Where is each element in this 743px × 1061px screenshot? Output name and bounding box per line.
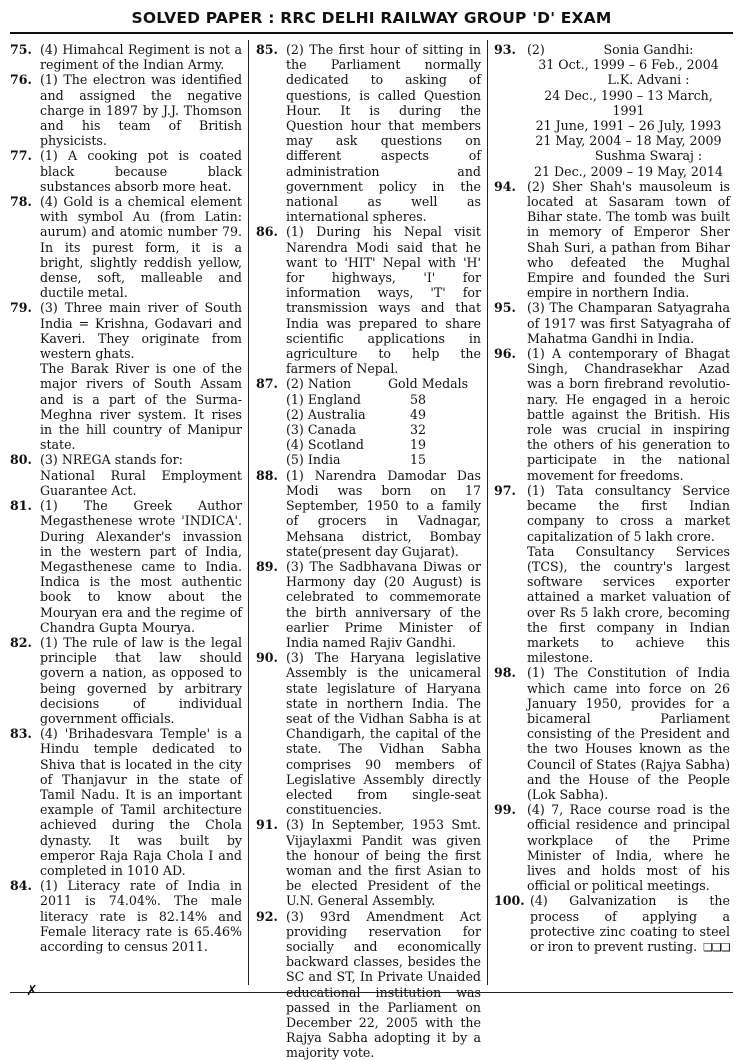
question-number: 92. — [256, 908, 278, 924]
tenure-line: 21 Dec., 2009 – 19 May, 2014 — [534, 163, 723, 179]
question-number: 80. — [10, 452, 32, 468]
answer-text: (3) The Sadbhavana Diwas or Harmony day (20 August) is celebrated to commemorate the birth anniversary of the earlier Prime Minister of India named Rajiv Gandhi. — [286, 558, 481, 650]
question-number: 84. — [10, 878, 32, 894]
question-94 — [494, 179, 730, 301]
question-89 — [256, 559, 481, 650]
question-number: 100. — [494, 893, 525, 909]
answer-text: (4) 'Brihadesvara Temple' is a Hindu temple dedicated to Shiva that is located in the city of Thanjavur in the state of Tamil Nadu. It is an important example of Tamil architecture achieved during the Chola dynasty. It was built by emperor Raja Raja Chola I and completed in 1010 AD. — [40, 726, 242, 878]
question-number: 94. — [494, 178, 516, 194]
question-84 — [10, 878, 242, 954]
question-number: 97. — [494, 482, 516, 498]
answer-text: (3) The Champaran Satyagraha of 1917 was first Satyagraha of Mahatma Gandhi in India. — [527, 300, 730, 346]
tenure-line: 31 Oct., 1999 – 6 Feb., 2004 — [538, 57, 719, 73]
footer-rule — [10, 992, 733, 993]
question-number: 79. — [10, 300, 32, 316]
medals-table — [286, 376, 481, 467]
question-number: 86. — [256, 224, 278, 240]
footer-mark: ✗ — [26, 983, 38, 999]
medals-header: Gold Medals — [388, 376, 469, 392]
medals-cell: 58 — [409, 391, 426, 407]
answer-text: (3) Three main river of South India = Krishna, Godavari and Kaveri. They originate from western ghats. — [40, 300, 242, 362]
column-3 — [494, 42, 730, 955]
answer-text: (1) The rule of law is the legal principle that law should govern a nation, as opposed to being governed by arbitrary decisions of individual government officials. — [40, 634, 242, 726]
question-number: 81. — [10, 498, 32, 514]
question-90 — [256, 650, 481, 817]
medals-cell: 49 — [409, 406, 426, 422]
column-divider-2 — [487, 40, 488, 985]
nation-cell: (1) England — [286, 391, 361, 407]
answer-text: (1) A contemporary of Bhagat Singh, Chandrasekhar Azad was a born firebrand revolutio-nary. He engaged in a heroic battle against the British. His role was crucial in inspiring the others of his generation to participate in the national movement for freedoms. — [527, 346, 730, 483]
question-86 — [256, 224, 481, 376]
question-number: 89. — [256, 558, 278, 574]
medals-row — [286, 407, 481, 422]
question-81 — [10, 498, 242, 635]
nation-cell: (5) India — [286, 452, 341, 468]
medals-cell: 32 — [409, 422, 426, 438]
question-76 — [10, 72, 242, 148]
question-number: 87. — [256, 376, 278, 392]
question-98 — [494, 665, 730, 802]
column-divider-1 — [248, 40, 249, 985]
answer-text: (1) A cooking pot is coated black because black substances absorb more heat. — [40, 148, 242, 194]
answer-text: (4) Gold is a chemical element with symbol Au (from Latin: aurum) and atomic number 79. In its purest form, it is a bright, slightly reddish yellow, dense, soft, malleable and ductile metal. — [40, 194, 242, 301]
question-number: 83. — [10, 726, 32, 742]
question-number: 96. — [494, 346, 516, 362]
question-number: 88. — [256, 467, 278, 483]
tenure-line: 24 Dec., 1990 – 13 March, 1991 — [544, 87, 713, 118]
tenure-line: 21 June, 1991 – 26 July, 1993 — [535, 118, 722, 134]
medals-row — [286, 392, 481, 407]
question-number: 85. — [256, 42, 278, 57]
answer-extra-text: National Rural Employment Guarantee Act. — [40, 467, 242, 498]
answer-extra-text: Tata Consultancy Services (TCS), the country's largest software services exporter attained a market valuation of over Rs 5 lakh crore, becoming the first company in Indian markets to achieve this milestone. — [527, 543, 730, 666]
page-title: SOLVED PAPER : RRC DELHI RAILWAY GROUP 'D' EXAM — [131, 9, 612, 27]
question-100 — [494, 893, 730, 955]
question-91 — [256, 817, 481, 908]
answer-text: (1) The electron was identified and assigned the negative charge in 1897 by J.J. Thomson and his team of British physicists. — [40, 72, 242, 149]
answer-option: (2) — [527, 42, 545, 57]
tenure-line: 21 May, 2004 – 18 May, 2009 — [535, 133, 722, 149]
answer-text: (1) The Greek Author Megasthenese wrote 'INDICA'. During Alexander's invassion in the western part of India, Megasthenese came to India. Indica is the most authentic book to know about the Mouryan era and the regime of Chandra Gupta Mourya. — [40, 498, 242, 635]
medals-table-header — [286, 376, 481, 391]
leader-name: Sonia Gandhi: — [603, 42, 694, 57]
header-rule — [10, 32, 733, 34]
question-number: 95. — [494, 300, 516, 316]
leader-name: Sushma Swaraj : — [594, 148, 703, 164]
question-number: 77. — [10, 148, 32, 164]
question-95 — [494, 300, 730, 346]
end-mark: ❑❑❑ — [703, 940, 730, 954]
question-number: 99. — [494, 802, 516, 818]
nation-cell: (4) Scotland — [286, 437, 364, 453]
question-80 — [10, 452, 242, 498]
question-number: 90. — [256, 650, 278, 666]
column-2 — [256, 42, 481, 1061]
medals-cell: 19 — [409, 437, 426, 453]
question-number: 78. — [10, 194, 32, 210]
answer-text: (4) 7, Race course road is the official residence and principal workplace of the Prime Minister of India, where he lives and holds most of his official or political meetings. — [527, 802, 730, 894]
medals-row — [286, 422, 481, 437]
question-99 — [494, 802, 730, 893]
column-1 — [10, 42, 242, 954]
page-header — [0, 8, 743, 34]
question-93 — [494, 42, 730, 179]
question-92 — [256, 909, 481, 1061]
question-88 — [256, 468, 481, 559]
question-79 — [10, 300, 242, 452]
question-97 — [494, 483, 730, 665]
question-75 — [10, 42, 242, 72]
question-number: 98. — [494, 665, 516, 681]
answer-text: (3) 93rd Amendment Act providing reservation for socially and economically backward classes, besides the SC and ST, In Private Unaided educational institution was passed in the Parliament on December 22, 2005 with the Rajya Sabha adopting it by a majority vote. — [286, 908, 481, 1061]
question-number: 91. — [256, 817, 278, 833]
question-83 — [10, 726, 242, 878]
medals-row — [286, 452, 481, 467]
answer-extra-text: The Barak River is one of the major rivers of South Assam and is a part of the Surma-Meghna river system. It rises in the hill country of Manipur state. — [40, 361, 242, 453]
answer-text: (4) Galvanization is the process of applying a protective zinc coating to steel or iron to prevent rusting. ❑❑❑ — [530, 893, 730, 954]
leader-of-opposition-list — [527, 42, 730, 179]
answer-text: (1) Tata consultancy Service became the first Indian company to cross a market capitalization of 5 lakh crore. — [527, 482, 730, 544]
question-85 — [256, 42, 481, 224]
answer-text: (1) Narendra Damodar Das Modi was born on 17 September, 1950 to a family of grocers in Vadnagar, Mehsana district, Bombay state(present day Gujarat). — [286, 467, 481, 559]
question-77 — [10, 148, 242, 194]
nation-header: (2) Nation — [286, 376, 352, 392]
medals-row — [286, 437, 481, 452]
answer-text: (3) NREGA stands for: — [40, 452, 183, 468]
answer-text: (3) In September, 1953 Smt. Vijaylaxmi Pandit was given the honour of being the first woman and the first Asian to be elected President of the U.N. General Assembly. — [286, 817, 481, 909]
answer-text: (4) Himahcal Regiment is not a regiment of the Indian Army. — [40, 42, 242, 73]
question-96 — [494, 346, 730, 483]
question-number: 82. — [10, 634, 32, 650]
answer-text: (2) Sher Shah's mausoleum is located at Sasaram town of Bihar state. The tomb was built in memory of Emperor Sher Shah Suri, a pathan from Bihar who defeated the Mughal Empire and founded the Suri empire in northern India. — [527, 178, 730, 301]
medals-cell: 15 — [409, 452, 426, 468]
answer-text: (3) The Haryana legislative Assembly is the unicameral state legislature of Haryana state in northern India. The seat of the Vidhan Sabha is at Chandigarh, the capital of the state. The Vidhan Sabha comprises 90 members of Legislative Assembly directly elected from single-seat constituencies. — [286, 650, 481, 818]
answer-text: (1) During his Nepal visit Narendra Modi said that he want to 'HIT' Nepal with 'H' for highways, 'I' for information ways, 'T' for transmission ways and that India was prepared to share scientific applications in agriculture to help the farmers of Nepal. — [286, 224, 481, 377]
answer-text: (2) The first hour of sitting in the Parliament normally dedicated to asking of questions, is called Question Hour. It is during the Question hour that members may ask questions on different aspects of administration and government policy in the national as well as international spheres. — [286, 42, 481, 225]
question-87 — [256, 376, 481, 467]
answer-text: (1) Literacy rate of India in 2011 is 74.04%. The male literacy rate is 82.14% and Female literacy rate is 65.46% according to census 2011. — [40, 878, 242, 954]
question-number: 76. — [10, 72, 32, 88]
question-number: 93. — [494, 42, 516, 57]
answer-text: (1) The Constitution of India which came into force on 26 January 1950, provides for a bicameral Parliament consisting of the President and the two Houses known as the Council of States (Rajya Sabha) and the House of the People (Lok Sabha). — [527, 665, 730, 802]
leader-name: L.K. Advani : — [607, 72, 690, 88]
question-82 — [10, 635, 242, 726]
nation-cell: (3) Canada — [286, 422, 357, 438]
question-number: 75. — [10, 42, 32, 57]
question-78 — [10, 194, 242, 300]
nation-cell: (2) Australia — [286, 406, 366, 422]
